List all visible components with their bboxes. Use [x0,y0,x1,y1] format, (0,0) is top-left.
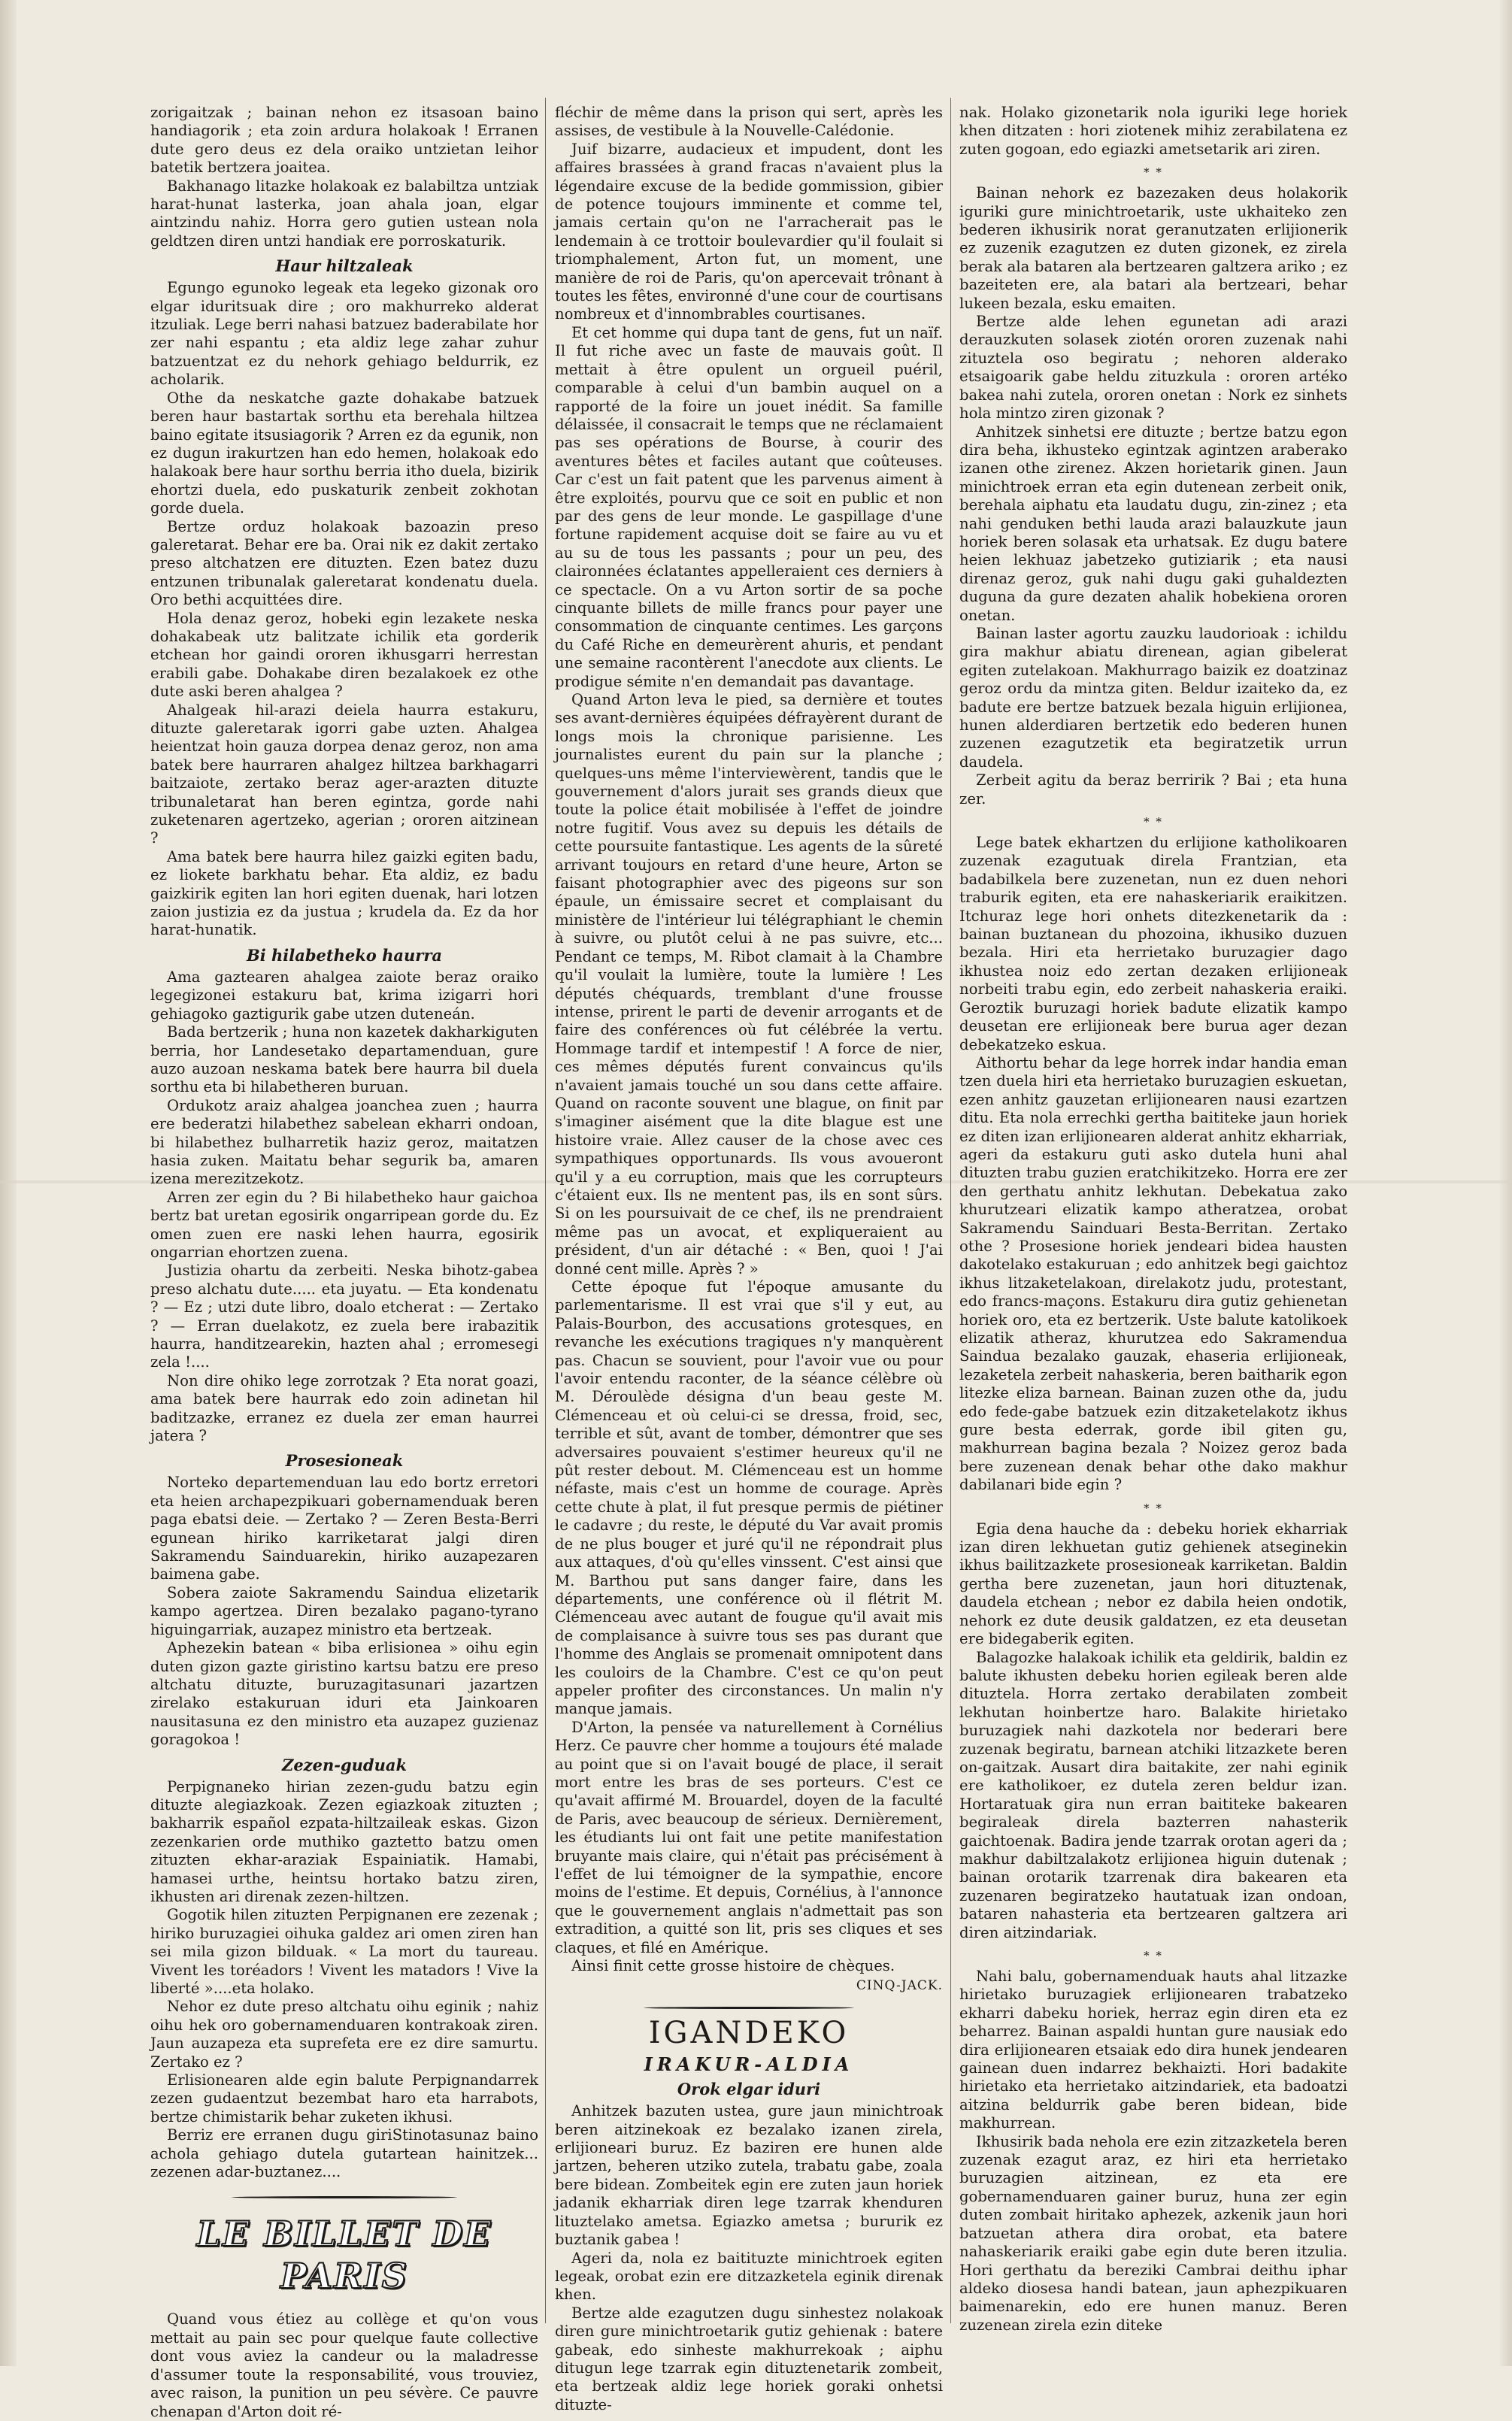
section-heading: Zezen-guduak [281,1755,408,1774]
paragraph: Othe da neskatche gazte dohakabe batzuek beren haur bastartak sorthu eta berehala hiltzea baino egitate itsusiagorik ? Arren ez da egunik, non ez dugun irakurtzen han edo hemen, holakoak edo halakoak bere haur sorthu berria itho duela, bizirik ehortzi duela, edo puskaturik zenbeit zokhotan gorde duela. [150,389,538,517]
paragraph: Zerbeit agitu da beraz berririk ? Bai ; eta huna zer. [959,771,1347,808]
section-heading: Prosesioneak [285,1451,404,1471]
section-stars: * * [1144,165,1163,180]
paragraph: Hola denaz geroz, hobeki egin lezakete neska dohakabeak utz balitzate ichilik eta gorderik etchean hor gaindi ororen ikhusgarri herrestan erabili gabe. Dohakabe diren bezalakoek ez othe dute aski beren ahalgea ? [150,609,538,701]
igandeko-title: IGANDEKO [648,2015,850,2050]
paragraph: Ahalgeak hil-arazi deiela haurra estakuru, dituzte galeretarak igorri gabe uzten. Ahalgea heientzat hoin gauza dorpea denaz geroz, non ama batek bere haurraren ahalgez hiltzea barkhagarri baitzaiote, zertako beraz ager-arazten dituzte tribunaletarat han beren egintza, gorde nahi zuketenaren agertzeko, agerian ; ororen aitzinean ? [150,701,538,847]
paragraph: Lege batek ekhartzen du erlijione katholikoaren zuzenak ezagutuak direla Frantzian, eta badabilkela bere zuzenetan, nun ez duen nehori traburik egiten, eta ere nahaskeriarik eraikitzen. Itchuraz lege hori onhets ditezkenetarik da : bainan buztanean du phozoina, ikhusiko duzuen bezala. Hiri eta herrietako buruzagier dago ikhustea noiz edo zertan dezaken erlijioneak norbeiti trabu egin, edo zerbeit nahaskeria eraiki. Geroztik buruzagi horiek badute elizatik kampo deusetan ere erlijioneak bere burua ager dezan debekatzeko eskua. [959,834,1347,1053]
paragraph: Bertze alde ezagutzen dugu sinhestez nolakoak diren gure minichtroetarik gutiz gehienak : batere gabeak, edo sinheste makhurrekoak ; aiphu ditugun lege tzarrak egin dituztenetarik zombeit, eta bertzeak aldiz lege horiek goraki onhetsi dituzte- [555,2304,943,2413]
irakur-aldia-title: IRAKUR-ALDIA [644,2053,854,2075]
paragraph: Sobera zaiote Sakramendu Saindua elizetarik kampo agertzea. Diren bezalako pagano-tyrano higuingarriak, auzapez ministro eta bertzeak. [150,1583,538,1638]
paragraph: Ama batek bere haurra hilez gaizki egiten badu, ez liokete barkhatu behar. Eta aldiz, ez badu gaizkirik egiten lan hori egiten duenak, hari lotzen zaion justizia ez da justua ; krudela da. Ez da hor harat-hunatik. [150,847,538,939]
paragraph: Nehor ez dute preso altchatu oihu eginik ; nahiz oihu hek oro gobernamenduaren kontrakoak ziren. Jaun auzapeza eta suprefeta ere ez dire samurtu. Zertako ez ? [150,1998,538,2071]
paragraph: Non dire ohiko lege zorrotzak ? Eta norat goazi, ama batek bere haurrak edo zoin adinetan hil baditzazke, erranez ez duela zer eman haurrei jatera ? [150,1371,538,1445]
section-stars: * * [1144,1949,1163,1962]
paragraph: Erlisionearen alde egin balute Perpignandarrek zezen gudaentzut bezembat haro eta harrabots, bertze chimistarik behar zuketen ikhusi. [150,2071,538,2126]
paragraph: Egungo egunoko legeak eta legeko gizonak oro elgar iduritsuak dire ; oro makhurreko alderat itzuliak. Lege berri nahasi batzuez baderabilate hor zer nahi espantu ; eta aldiz lege zahar zuhur batzuentzat ez du nehork gehiago beldurrik, ez acholarik. [150,279,538,389]
paragraph: Ama gaztearen ahalgea zaiote beraz oraiko legegizonei estakuru bat, krima izigarri hori gehiagoko gaztigurik gabe utzen duteneán. [150,968,538,1023]
paragraph: Egia dena hauche da : debeku horiek ekharriak izan diren lekhuetan gutiz gehienek atseginekin ikhus bailitzazkete prosesioneak karriketan. Baldin gertha bere zuzenetan, jaun hori dituztenak, daudela etchean ; nebor ez dabila heien ondotik, nehork ez dute deusik galdatzen, ez eta deusetan ere bidegaberik egiten. [959,1520,1347,1648]
column-middle [555,104,943,2414]
paragraph: zorigaitzak ; bainan nehon ez itsasoan baino handiagorik ; eta zoin ardura holakoak ! Erranen dute gero deus ez dela oraiko untzietan leihor batetik bertzera joaitea. [150,104,538,177]
paragraph: Quand Arton leva le pied, sa dernière et toutes ses avant-dernières équipées défrayèrent durant de longs mois la chronique parisienne. Les journalistes eurent du pain sur la planche ; quelques-uns même l'interviewèrent, tandis que le gouvernement d'alors jurait ses grands dieux que toute la police était mobilisée à l'effet de joindre notre fugitif. Vous avez su depuis les détails de cette poursuite fantastique. Les agents de la sûreté arrivant toujours en retard d'une heure, Arton se faisant photographier avec des pigeons sur son épaule, un émissaire secret et complaisant du ministère de l'intérieur lui télégraphiant le chemin à suivre, ou plutôt celui à ne pas suivre, etc... Pendant ce temps, M. Ribot clamait à la Chambre qu'il voulait la lumière, toute la lumière ! Les députés chéquards, tremblant d'une frousse intense, prirent le parti de devenir arrogants et de faire des conférences où fut célébrée la vertu. Hommage tardif et intempestif ! A force de nier, ces mêmes députés furent convaincus qu'ils n'avaient jamais touché un sou dans cette affaire. Quand on raconte souvent une blague, on finit par s'imaginer aisément que la dite blague est une histoire vraie. Allez causer de la chose avec ces sympathiques opportunards. Ils vous avoueront qu'il y a eu corruption, mais que les corrupteurs c'étaient eux. Ils ne mentent pas, ils en sont sûrs. Si on les poursuivait de ce chef, ils ne prendraient même pas un avocat, et expliqueraient au président, d'un air détaché : « Ben, quoi ! J'ai donné cent mille. Après ? » [555,691,943,1277]
section-heading: Haur hiltzaleak [275,256,414,276]
paragraph: Gogotik hilen zituzten Perpignanen ere zezenak ; hiriko buruzagiei oihuka galdez ari omen ziren han sei mila gizon bilduak. « La mort du taureau. Vivent les toréadors ! Vivent les matadors ! Vive la liberté »....eta holako. [150,1906,538,1997]
paragraph: Bada bertzerik ; huna non kazetek dakharkiguten berria, hor Landesetako departamenduan, gure auzo auzoan neskama batek bere haurra bil duela sorthu eta bi hilabetheren buruan. [150,1023,538,1096]
section-stars: * * [1144,815,1163,829]
paragraph: Juif bizarre, audacieux et impudent, dont les affaires brassées à grand fracas n'avaient plus la légendaire excuse de la bedide gommission, gibier de potence toujours imminente et comme tel, jamais certain qu'on ne l'arracherait pas le lendemain à ce trottoir boulevardier qu'il foulait si triomphalement, Arton fut, un moment, une manière de roi de Paris, qu'on apercevait trônant à toutes les fêtes, environné d'une cour de courtisans nombreux et d'innombrables courtisanes. [555,140,943,323]
signature: CINQ-JACK. [856,1978,943,1994]
paragraph: Arren zer egin du ? Bi hilabetheko haur gaichoa bertz bat uretan egosirik ongarripean gorde du. Ez omen zuen ere naski lehen haurra, egosirik ongarrian ehortzen zuena. [150,1188,538,1261]
paragraph: Quand vous étiez au collège et qu'on vous mettait au pain sec pour quelque faute collective dont vous aviez la candeur ou la maladresse d'assumer toute la responsabilité, vous trouviez, avec raison, la punition un peu sévère. Ce pauvre chenapan d'Arton doit ré- [150,2310,538,2420]
section-heading: Bi hilabetheko haurra [247,945,442,965]
paragraph: Aphezekin batean « biba erlisionea » oihu egin duten gizon gazte giristino kartsu batzu ere preso altchatu dituzte, buruzagitasunari jazartzen zirelako estakuruan iduri eta Jainkoaren nausitasuna ez den ministro eta auzapez guzienaz goragokoa ! [150,1639,538,1749]
column-left [150,104,538,2421]
decorative-rule [232,2193,457,2201]
column-rule [545,98,546,2323]
paragraph: Balagozke halakoak ichilik eta geldirik, baldin ez balute ikhusten debeku horien egileak beren alde dituztela. Horra zertako derabilaten zombeit lekhutan hoinbertze haro. Balakite hirietako buruzagiek nahi dazkotela nor bederari bere zuzenak begiratu, barnean atchiki litzazkete beren on-gaitzak. Ausart dira baitakite, zer nahi eginik ere katholikoer, ez dutela zeren beldur izan. Hortaratuak gira nun erran baititeke bakearen begiraleak direla bazterren nahasterik gaichtoenak. Badira jende tzarrak orotan ageri da ; makhur dabiltzalakotz erlijionea higuin dutenak ; bainan orotarik tzarrenak dira bakearen eta zuzenaren begiratzeko hautatuak izan ondoan, bataren nahasteria eta bertzearen galtzera ari diren aitzindariak. [959,1648,1347,1941]
paragraph: Perpignaneko hirian zezen-gudu batzu egin dituzte alegiazkoak. Zezen egiazkoak zituzten ; bakharrik español ezpata-hiltzaileak eskas. Gizon zezenkarien orde muthiko gaztetto batzu omen zituzten ekhar-araziak Espainiatik. Hamabi, hamasei urthe, heintsu hortako batzu ziren, ikhusten ari direnak zezen-hiltzen. [150,1777,538,1905]
paragraph: Berriz ere erranen dugu giriStinotasunaz baino achola gehiago dutela gutartean hainitzek... zezenen adar-buztanez.... [150,2126,538,2181]
paragraph: Bertze orduz holakoak bazoazin preso galeretarat. Behar ere ba. Orai nik ez dakit zertako preso altchatzen ere dituzten. Ezen batez duzu entzunen tribunalak galeretarat kondenatu duela. Oro bethi acquittées dire. [150,517,538,609]
paragraph: Bainan laster agortu zauzku laudorioak : ichildu gira makhur abiatu direnean, agian gibelerat egiten zutelakoan. Makhurrago baizik ez doatzinaz geroz ordu da mintza giten. Beldur izaiteko da, ez badute ere bertze batzuek bezala higuin erlijionea, hunen alderdiaren bertzetik edo bederen hunen zuzenen ezagutzetik eta begiratzetik urrun daudela. [959,624,1347,771]
paragraph: Ordukotz araiz ahalgea joanchea zuen ; haurra ere bederatzi hilabethez sabelean ekharri ondoan, bi hilabethez bulharretik haziz geroz, maitatzen hasia zuken. Maitatu behar segurik ba, amaren izena merezitzekotz. [150,1096,538,1188]
billet-de-paris-title: LE BILLET DE PARIS [196,2213,492,2297]
paragraph: Ageri da, nola ez baitituzte minichtroek egiten legeak, orobat ezin ere ditzazketela eginik direnak khen. [555,2249,943,2304]
paragraph: Ikhusirik bada nehola ere ezin zitzazketela beren zuzenak ezagut araz, ez hiri eta herrietako buruzagien aitzinean, ez eta ere gobernamenduaren gainer buruz, huna zer egin duten zombait hiritako aphezek, azkenik jaun hori batzuetan athera dira orobat, eta batere nahaskeriarik eraiki gabe egin dute beren itzulia. Hori gerthatu da bereziki Cambrai deithu iphar aldeko diosesa handi batean, jaun aphezpikuaren baimenarekin, edo ere hunen manuz. Beren zuzenean zirela ezin diteke [959,2132,1347,2334]
decorative-rule [644,2004,854,2010]
paragraph: Ainsi finit cette grosse histoire de chèques. [571,1957,895,1975]
paragraph: Bakhanago litazke holakoak ez balabiltza untziak harat-hunat lasterka, joan ahala joan, elgar aintzindu nahiz. Horra gero gutien ustean nola geldtzen diren untzi handiak ere porroskaturik. [150,177,538,250]
paragraph: fléchir de même dans la prison qui sert, après les assises, de vestibule à la Nouvelle-Calédonie. [555,104,943,140]
paragraph: Aithortu behar da lege horrek indar handia eman tzen duela hiri eta herrietako buruzagien eskuetan, ezen anhitz gauzetan erlijionearen nausi ezartzen ditu. Eta nola errechki gertha baititeke jaun horiek ez diten izan erlijionearen alderat anhitz ekharriak, ageri da estakuru guti asko dutela huni ahal dituzten trabu guzien eratchikitzeko. Horra ere zer den gerthatu anhitz lekhutan. Debekatua zako khurutzeari elizatik kampo atheratzea, orobat Sakramendu Sainduari Besta-Berritan. Zertako othe ? Prosesione horiek jendeari bidea hausten dakotelako estakuruan ; edo anhitzek begi gaichtoz ikhus litzaketelakoan, direlakotz judu, protestant, edo francs-maçons. Estakuru dira gutiz gehienetan horiek oro, eta ez bertzerik. Uste balute katolikoek elizatik atheraz, khurutzea edo Sakramendua Saindua bezalako gauzak, ehaseria erlijioneak, lezaketela zerbeit nahaskeria, beren baitharik egon litezke eliza barnean. Bainan zuzen othe da, judu edo fede-gabe batzuek ezin ditzaketelakotz ikhus gure besta ederrak, gorde ibil giten gu, makhurrean bagina bezala ? Noizez geroz bada bere zuzenean denak behar othe dako makhur dabilanari bide egin ? [959,1053,1347,1494]
paragraph: Anhitzek bazuten ustea, gure jaun minichtroak beren aitzinekoak ez bezalako izanen zirela, erlijioneari buruz. Ez baziren ere hunen alde jartzen, beheren utziko zutela, trabatu gabe, zoala bere bidean. Zombeitek egin ere zuten jaun horiek jadanik ekharriak diren lege tzarrak khenduren lituztelako ametsa. Egiazko ametsa ; bururik ez buztanik gabea ! [555,2102,943,2249]
section-stars: * * [1144,1501,1163,1515]
paragraph: Justizia ohartu da zerbeiti. Neska bihotz-gabea preso alchatu dute..... eta juyatu. — Eta kondenatu ? — Ez ; utzi dute libro, doalo etcherat : — Zertako ? — Erran duelakotz, ez zuela bere irabazitik haurra, handitzearekin, hazten ahal ; erromesegi zela !.... [150,1262,538,1371]
paragraph: D'Arton, la pensée va naturellement à Cornélius Herz. Ce pauvre cher homme a toujours été malade au point que si on l'avait bougé de place, il serait mort entre les bras de ses porteurs. C'est ce qu'avait affirmé M. Brouardel, doyen de la faculté de Paris, avec beaucoup de sérieux. Dernièrement, les étudiants lui ont fait une petite manifestation bruyante mais claire, qui n'était pas précisément à l'effet de lui témoigner de la sympathie, encore moins de l'estime. Et depuis, Cornélius, à l'annonce que le gouvernement anglais n'admettait pas son extradition, a quitté son lit, pris ses cliques et ses claques, et filé en Amérique. [555,1718,943,1956]
paragraph: nak. Holako gizonetarik nola iguriki lege horiek khen ditzaten : hori ziotenek mihiz zerabilatena ez zuten gogoan, edo egiazki ametsetarik ari ziren. [959,104,1347,158]
column-right [959,104,1347,2335]
paragraph: Anhitzek sinhetsi ere dituzte ; bertze batzu egon dira beha, ikhusteko egintzak agintzen araberako izanen othe zirenez. Akzen horietarik ginen. Jaun minichtroek erran eta egin dutenean zerbeit onik, berehala aiphatu eta laudatu dugu, zin-zinez ; eta nahi genduken bethi lauda arazi balauzkute jaun horiek beren solasak eta urhatsak. Ez dugu batere heien lekhuaz jabetzeko gutiziarik ; eta nausi direnaz geroz, guk nahi dugu gaki guhaldezten duguna da gure dezaten ahalik hobekiena ororen onetan. [959,423,1347,624]
paragraph: Nahi balu, gobernamenduak hauts ahal litzazke hirietako buruzagiek erlijionearen trabatzeko ekharri dabeku horiek, herraz egin diren eta ez beharrez. Bainan aspaldi huntan gure nausiak edo dira erlijionearen etsaiak edo dira hunek jendearen gainean duen indarrez bekhaizti. Hori badakite hirietako eta herrietako aitzindariek, eta badoatzi aitzina beldurrik gabe beren bidean, bide makhurrean. [959,1968,1347,2132]
paragraph: Cette époque fut l'époque amusante du parlementarisme. Il est vrai que s'il y eut, au Palais-Bourbon, des accusations grotesques, en revanche les exécutions tragiques n'y manquèrent pas. Chacun se souvient, pour l'avoir vue ou pour l'avoir entendu raconter, de la séance célèbre où M. Déroulède désigna d'un beau geste M. Clémenceau et où celui-ci se dressa, froid, sec, terrible et sût, avant de tomber, démontrer que ses adversaires pouvaient s'estimer heureux qu'il ne pût rester debout. M. Clémenceau est un homme néfaste, mais c'est un homme de courage. Après cette chute à plat, il fut presque permis de piétiner le cadavre ; du reste, le député du Var avait promis de ne plus bouger et juré qu'il ne répondrait plus aux attaques, d'où qu'elles vinssent. C'est ainsi que M. Barthou put sans danger faire, dans les départements, une conférence où il flétrit M. Clémenceau avec autant de fougue qu'il avait mis de complaisance à suivre tous ses pas durant que l'homme des Anglais se promenait omnipotent dans les couloirs de la Chambre. C'est ce qu'on peut appeler profiter des circonstances. Un malin n'y manque jamais. [555,1278,943,1718]
section-heading: Orok elgar iduri [677,2080,821,2099]
paragraph: Et cet homme qui dupa tant de gens, fut un naïf. Il fut riche avec un faste de mauvais goût. Il mettait à être opulent un orgueil puéril, comparable à celui d'un bambin auquel on a rapporté de la foire un jouet inédit. Sa famille délaissée, il consacrait le temps que ne réclamaient pas ses opérations de Bourse, à courir des aventures bêtes et faciles autant que coûteuses. Car c'est un fait patent que les parvenus aiment à être exploités, pourvu que ce soit en public et non par des gens de leur monde. Le gaspillage d'une fortune rapidement acquise doit se faire au vu et au su de tous les passants ; pour un peu, des claironnées éclatantes appelleraient ces derniers à ce spectacle. On a vu Arton sortir de sa poche cinquante billets de mille francs pour payer une consommation de cinquante centimes. Les garçons du Café Riche en demeurèrent ahuris, et pendant une semaine racontèrent l'anecdote aux clients. Le prodigue sémite n'en demandait pas davantage. [555,323,943,690]
paragraph: Norteko departemenduan lau edo bortz erretori eta heien archapezpikuari gobernamenduak beren paga ebatsi deie. — Zertako ? — Zeren Besta-Berri egunean hiriko karriketarat jalgi diren Sakramendu Sainduarekin, hiriko auzapezaren baimena gabe. [150,1474,538,1583]
paragraph: Bainan nehork ez bazezaken deus holakorik iguriki gure minichtroetarik, uste ukhaiteko zen bederen ikhusirik norat geranutzaten erlijionerik ez zuzenik ezagutzen ez duten gizonek, ez zirela berak ala bataren ala bertzearen galtzera ariko ; ez bazeiteten ere, ala batari ala bertzeari, behar lukeen bezala, esku emaiten. [959,184,1347,312]
column-rule [950,98,951,2323]
paragraph: Bertze alde lehen egunetan adi arazi derauzkuten solasek ziotén ororen zuzenak nahi zituztela oso begiratu ; nehoren alderako etsaigoarik gabe heldu zituzkula : ororen artéko bakea nahi zutela, ororen onetan : Nork ez sinhets hola mintzo ziren gizonak ? [959,313,1347,423]
